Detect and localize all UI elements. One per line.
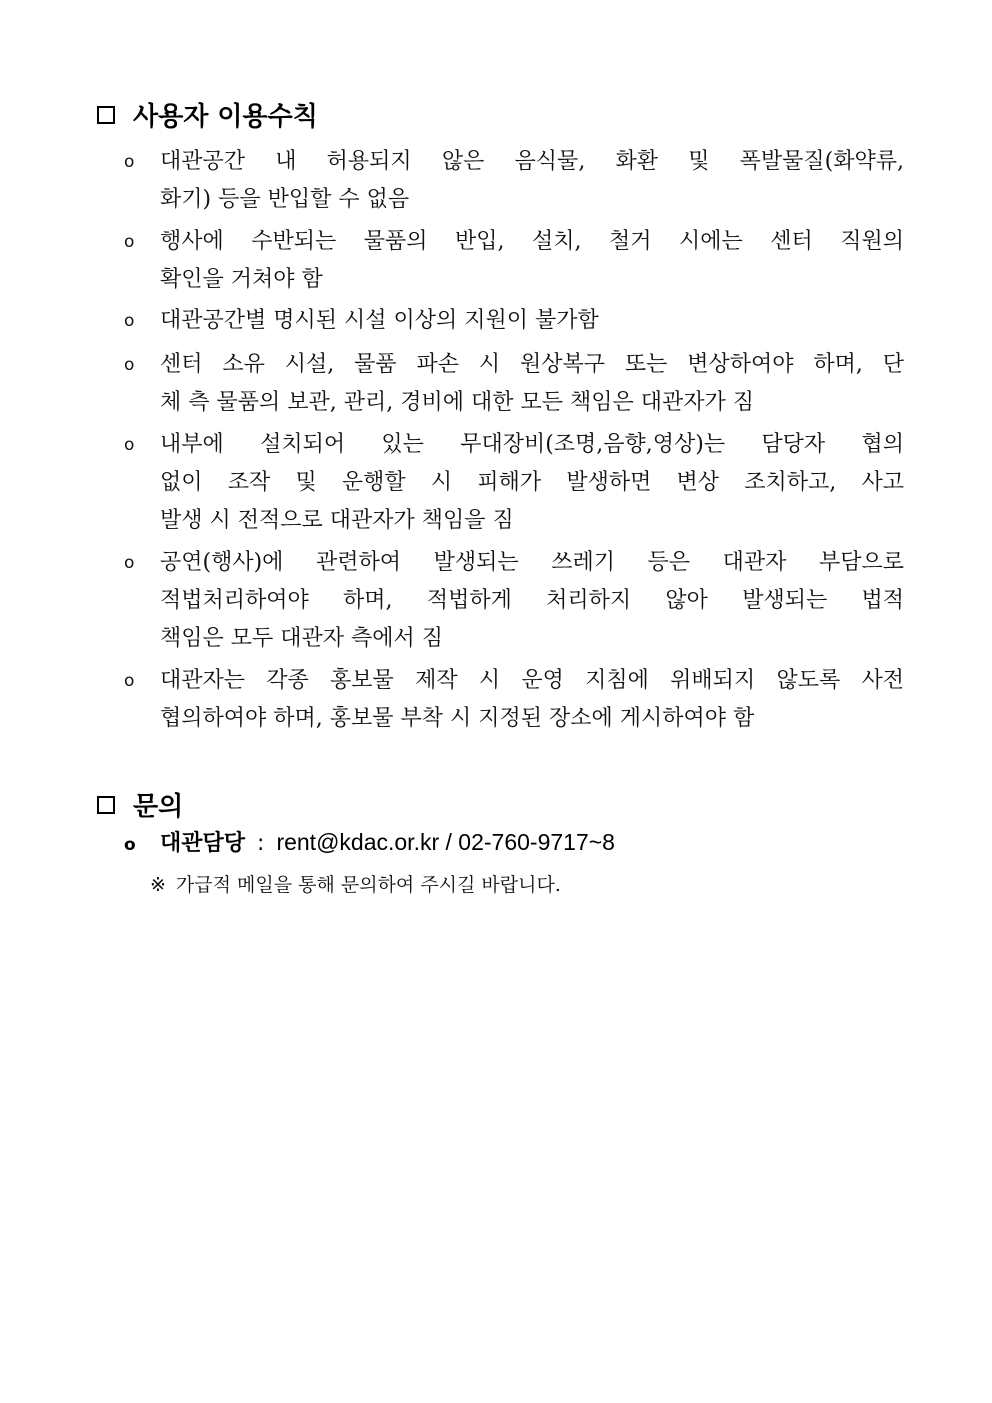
rule-text-line: 책임은 모두 대관자 측에서 짐	[160, 626, 443, 651]
rule-text-line: 확인을 거쳐야 함	[160, 267, 323, 292]
rule-text-line: 센터 소유 시설, 물품 파손 시 원상복구 또는 변상하여야 하며, 단	[160, 352, 904, 377]
bullet-circle-icon: o	[124, 355, 135, 375]
rules-section-heading	[97, 96, 318, 133]
rules-heading-text: 사용자 이용수칙	[133, 102, 318, 132]
bullet-circle-icon: o	[124, 152, 135, 172]
bullet-circle-icon: o	[124, 232, 135, 252]
contact-note-text: 가급적 메일을 통해 문의하여 주시길 바랍니다.	[175, 874, 561, 896]
reference-mark-icon: ※	[150, 874, 166, 896]
bullet-circle-icon: o	[124, 311, 135, 331]
rule-text-line: 대관자는 각종 홍보물 제작 시 운영 지침에 위배되지 않도록 사전	[160, 668, 904, 693]
rule-text-line: 내부에 설치되어 있는 무대장비(조명,음향,영상)는 담당자 협의	[160, 432, 904, 457]
rule-text-line: 적법처리하여야 하며, 적법하게 처리하지 않아 발생되는 법적	[160, 588, 904, 613]
bullet-circle-icon: o	[124, 835, 136, 855]
rule-text-line: 없이 조작 및 운행할 시 피해가 발생하면 변상 조치하고, 사고	[160, 470, 904, 495]
rule-text-line: 대관공간별 명시된 시설 이상의 지원이 불가함	[160, 308, 599, 333]
checkbox-square-icon	[97, 796, 115, 814]
bullet-circle-icon: o	[124, 435, 135, 455]
rule-text-line: 대관공간 내 허용되지 않은 음식물, 화환 및 폭발물질(화약류,	[160, 149, 904, 174]
contact-separator: :	[257, 831, 265, 856]
rule-text-line: 행사에 수반되는 물품의 반입, 설치, 철거 시에는 센터 직원의	[160, 229, 904, 254]
rule-text-line: 협의하여야 하며, 홍보물 부착 시 지정된 장소에 게시하여야 함	[160, 706, 755, 731]
contact-detail: rent@kdac.or.kr / 02-760-9717~8	[276, 829, 615, 855]
bullet-circle-icon: o	[124, 671, 135, 691]
contact-label: 대관담당	[160, 831, 246, 856]
contact-heading-text: 문의	[133, 792, 184, 822]
rule-text-line: 체 측 물품의 보관, 관리, 경비에 대한 모든 책임은 대관자가 짐	[160, 390, 754, 415]
rule-text-line: 화기) 등을 반입할 수 없음	[160, 187, 410, 212]
contact-section-heading	[97, 786, 183, 823]
bullet-circle-icon: o	[124, 553, 135, 573]
contact-line	[124, 826, 615, 857]
rule-text-line: 공연(행사)에 관련하여 발생되는 쓰레기 등은 대관자 부담으로	[160, 550, 904, 575]
checkbox-square-icon	[97, 106, 115, 124]
rule-text-line: 발생 시 전적으로 대관자가 책임을 짐	[160, 508, 514, 533]
contact-note	[150, 870, 561, 897]
